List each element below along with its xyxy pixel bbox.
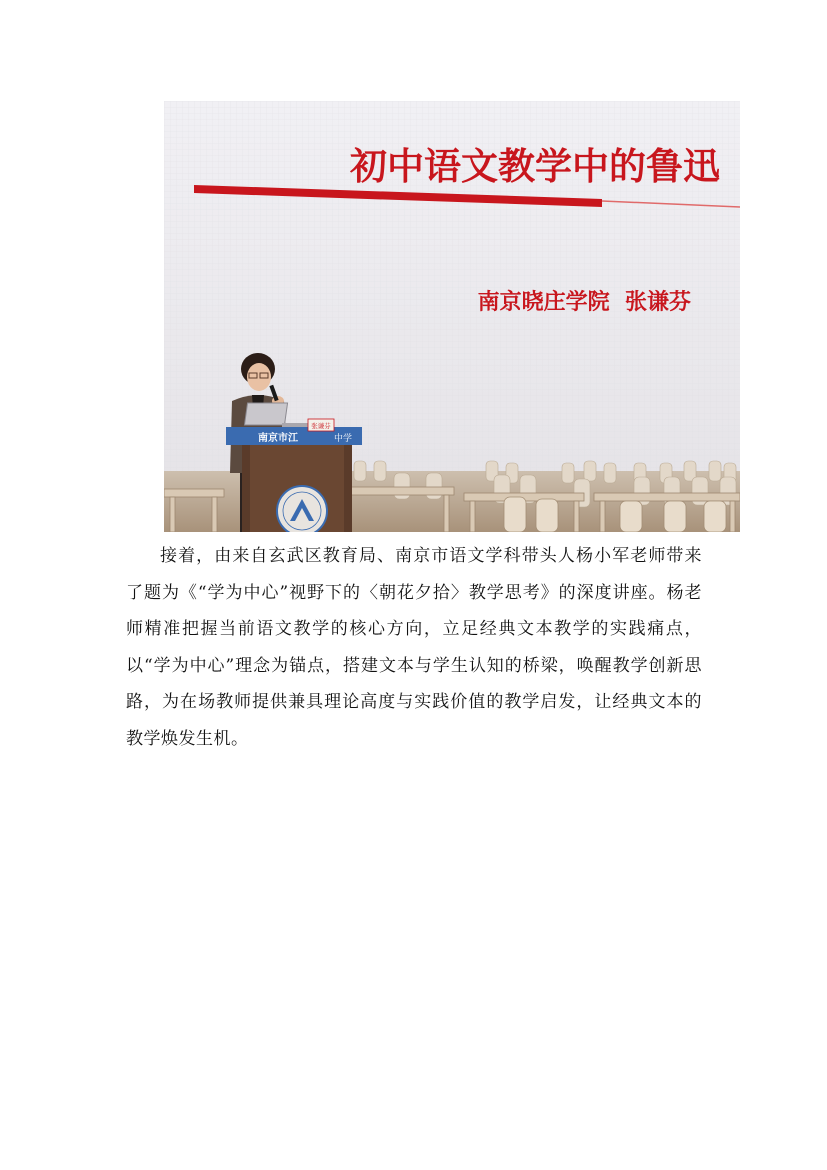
speaker-nameplate: 张谦芬 (311, 422, 331, 430)
slide-title: 初中语文教学中的鲁迅 (350, 145, 720, 188)
podium (226, 419, 362, 532)
podium-banner-tail: 中学 (334, 434, 353, 444)
body-paragraph: 接着，由来自玄武区教育局、南京市语文学科带头人杨小军老师带来了题为《“学为中心”视野下的〈朝花夕拾〉教学思考》的深度讲座。杨老师精准把握当前语文教学的核心方向，立足经典文本教学的实践痛点，以“学为中心”理念为锚点，搭建文本与学生认知的桥梁，唤醒教学创新思路，为在场教师提供兼具理论高度与实践价值的教学启发，让经典文本的教学焕发生机。 (126, 546, 702, 749)
lecture-photo (164, 101, 740, 532)
slide-subtitle: 南京晓庄学院 张谦芬 (477, 290, 691, 315)
podium-banner: 南京市江 (258, 433, 298, 444)
